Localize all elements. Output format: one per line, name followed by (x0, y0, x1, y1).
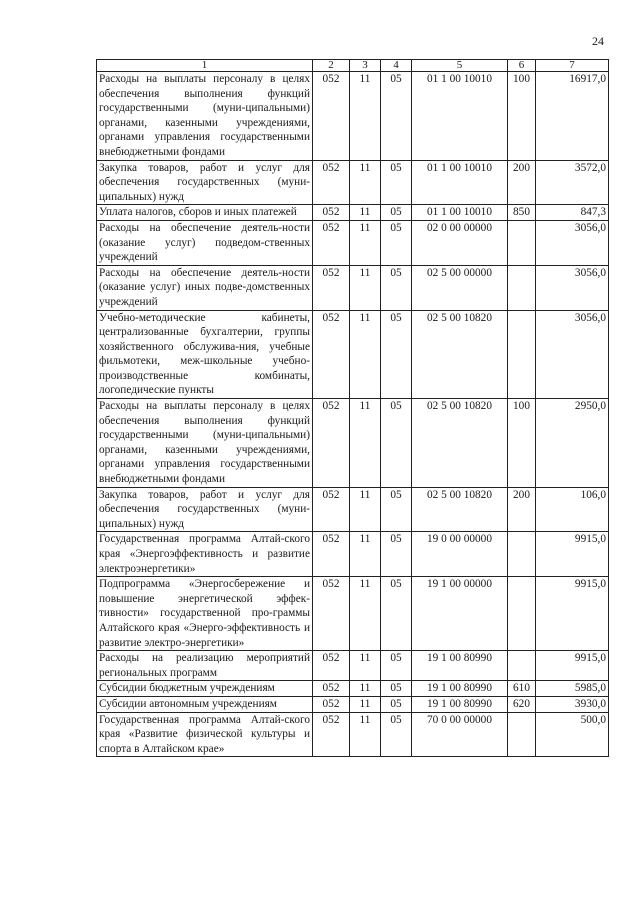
ministry-code-cell: 052 (313, 532, 350, 577)
table-row (97, 696, 609, 712)
amount-cell: 3572,0 (536, 160, 609, 205)
item-name-cell: Учебно-методические кабинеты, централизованные бухгалтерии, группы хозяйственного обслужива-ния, учебные фильмотеки, меж-школьные учебно-производственные комбинаты, логопедические пункты (97, 310, 313, 399)
subsection-code-cell: 05 (381, 577, 412, 651)
page-number: 24 (592, 34, 604, 48)
ministry-code-cell: 052 (313, 681, 350, 697)
table-row (97, 577, 609, 651)
item-name-cell: Уплата налогов, сборов и иных платежей (97, 205, 313, 221)
item-name-cell: Расходы на выплаты персоналу в целях обеспечения выполнения функций государственными (муни-ципальными) органами, казенными учреждениями, органами управления государственными внебюджетными фондами (97, 72, 313, 161)
target-article-cell: 01 1 00 10010 (412, 72, 508, 161)
amount-cell: 2950,0 (536, 399, 609, 488)
ministry-code-cell: 052 (313, 577, 350, 651)
target-article-cell: 02 5 00 00000 (412, 265, 508, 310)
section-code-cell: 11 (350, 72, 381, 161)
ministry-code-cell: 052 (313, 265, 350, 310)
expense-type-cell: 610 (508, 681, 536, 697)
item-name-cell: Субсидии автономным учреждениям (97, 696, 313, 712)
column-header: 6 (508, 60, 536, 72)
column-header: 3 (350, 60, 381, 72)
expense-type-cell: 620 (508, 696, 536, 712)
ministry-code-cell: 052 (313, 399, 350, 488)
amount-cell: 500,0 (536, 712, 609, 757)
expense-type-cell (508, 220, 536, 265)
subsection-code-cell: 05 (381, 487, 412, 532)
column-header: 1 (97, 60, 313, 72)
subsection-code-cell: 05 (381, 651, 412, 681)
item-name-cell: Подпрограмма «Энергосбережение и повышение энергетической эффек-тивности» государственной про-граммы Алтайского края «Энерго-эффективность и развитие электро-энергетики» (97, 577, 313, 651)
expense-type-cell: 200 (508, 487, 536, 532)
item-name-cell: Расходы на обеспечение деятель-ности (оказание услуг) иных подве-домственных учреждений (97, 265, 313, 310)
expense-type-cell (508, 577, 536, 651)
amount-cell: 3056,0 (536, 265, 609, 310)
header-row (97, 60, 609, 72)
column-header: 5 (412, 60, 508, 72)
amount-cell: 3056,0 (536, 310, 609, 399)
item-name-cell: Расходы на обеспечение деятель-ности (оказание услуг) подведом-ственных учреждений (97, 220, 313, 265)
section-code-cell: 11 (350, 205, 381, 221)
subsection-code-cell: 05 (381, 681, 412, 697)
expense-type-cell (508, 310, 536, 399)
expense-type-cell: 100 (508, 399, 536, 488)
target-article-cell: 19 1 00 80990 (412, 651, 508, 681)
table-row (97, 399, 609, 488)
target-article-cell: 02 5 00 10820 (412, 487, 508, 532)
item-name-cell: Расходы на выплаты персоналу в целях обеспечения выполнения функций государственными (муни-ципальными) органами, казенными учреждениями, органами управления государственными внебюджетными фондами (97, 399, 313, 488)
table-row (97, 205, 609, 221)
expense-type-cell (508, 712, 536, 757)
target-article-cell: 19 1 00 80990 (412, 681, 508, 697)
section-code-cell: 11 (350, 696, 381, 712)
table-row (97, 487, 609, 532)
column-header: 4 (381, 60, 412, 72)
item-name-cell: Закупка товаров, работ и услуг для обеспечения государственных (муни-ципальных) нужд (97, 487, 313, 532)
ministry-code-cell: 052 (313, 487, 350, 532)
subsection-code-cell: 05 (381, 712, 412, 757)
amount-cell: 5985,0 (536, 681, 609, 697)
subsection-code-cell: 05 (381, 220, 412, 265)
amount-cell: 9915,0 (536, 532, 609, 577)
target-article-cell: 02 0 00 00000 (412, 220, 508, 265)
expense-type-cell: 200 (508, 160, 536, 205)
target-article-cell: 01 1 00 10010 (412, 205, 508, 221)
table-row (97, 220, 609, 265)
ministry-code-cell: 052 (313, 310, 350, 399)
expense-type-cell: 100 (508, 72, 536, 161)
subsection-code-cell: 05 (381, 265, 412, 310)
section-code-cell: 11 (350, 532, 381, 577)
section-code-cell: 11 (350, 651, 381, 681)
target-article-cell: 02 5 00 10820 (412, 310, 508, 399)
section-code-cell: 11 (350, 399, 381, 488)
section-code-cell: 11 (350, 577, 381, 651)
amount-cell: 3930,0 (536, 696, 609, 712)
item-name-cell: Расходы на реализацию мероприятий региональных программ (97, 651, 313, 681)
section-code-cell: 11 (350, 487, 381, 532)
section-code-cell: 11 (350, 160, 381, 205)
budget-table (96, 59, 609, 757)
ministry-code-cell: 052 (313, 651, 350, 681)
table-row (97, 532, 609, 577)
item-name-cell: Закупка товаров, работ и услуг для обеспечения государственных (муни-ципальных) нужд (97, 160, 313, 205)
target-article-cell: 01 1 00 10010 (412, 160, 508, 205)
ministry-code-cell: 052 (313, 205, 350, 221)
table-row (97, 160, 609, 205)
expense-type-cell (508, 532, 536, 577)
target-article-cell: 02 5 00 10820 (412, 399, 508, 488)
expense-type-cell (508, 265, 536, 310)
ministry-code-cell: 052 (313, 220, 350, 265)
subsection-code-cell: 05 (381, 310, 412, 399)
amount-cell: 106,0 (536, 487, 609, 532)
item-name-cell: Государственная программа Алтай-ского края «Энергоэффективность и развитие электроэнергетики» (97, 532, 313, 577)
amount-cell: 16917,0 (536, 72, 609, 161)
amount-cell: 847,3 (536, 205, 609, 221)
subsection-code-cell: 05 (381, 160, 412, 205)
section-code-cell: 11 (350, 712, 381, 757)
subsection-code-cell: 05 (381, 399, 412, 488)
ministry-code-cell: 052 (313, 72, 350, 161)
table-row (97, 651, 609, 681)
section-code-cell: 11 (350, 681, 381, 697)
ministry-code-cell: 052 (313, 696, 350, 712)
amount-cell: 3056,0 (536, 220, 609, 265)
target-article-cell: 19 1 00 80990 (412, 696, 508, 712)
subsection-code-cell: 05 (381, 532, 412, 577)
ministry-code-cell: 052 (313, 160, 350, 205)
amount-cell: 9915,0 (536, 577, 609, 651)
target-article-cell: 19 1 00 00000 (412, 577, 508, 651)
subsection-code-cell: 05 (381, 72, 412, 161)
table-row (97, 681, 609, 697)
table-row (97, 72, 609, 161)
table-row (97, 265, 609, 310)
item-name-cell: Государственная программа Алтай-ского края «Развитие физической культуры и спорта в Алтайском крае» (97, 712, 313, 757)
table-row (97, 310, 609, 399)
item-name-cell: Субсидии бюджетным учреждениям (97, 681, 313, 697)
section-code-cell: 11 (350, 265, 381, 310)
amount-cell: 9915,0 (536, 651, 609, 681)
target-article-cell: 70 0 00 00000 (412, 712, 508, 757)
column-header: 2 (313, 60, 350, 72)
table-row (97, 712, 609, 757)
subsection-code-cell: 05 (381, 696, 412, 712)
ministry-code-cell: 052 (313, 712, 350, 757)
expense-type-cell: 850 (508, 205, 536, 221)
expense-type-cell (508, 651, 536, 681)
subsection-code-cell: 05 (381, 205, 412, 221)
section-code-cell: 11 (350, 220, 381, 265)
target-article-cell: 19 0 00 00000 (412, 532, 508, 577)
column-header: 7 (536, 60, 609, 72)
section-code-cell: 11 (350, 310, 381, 399)
